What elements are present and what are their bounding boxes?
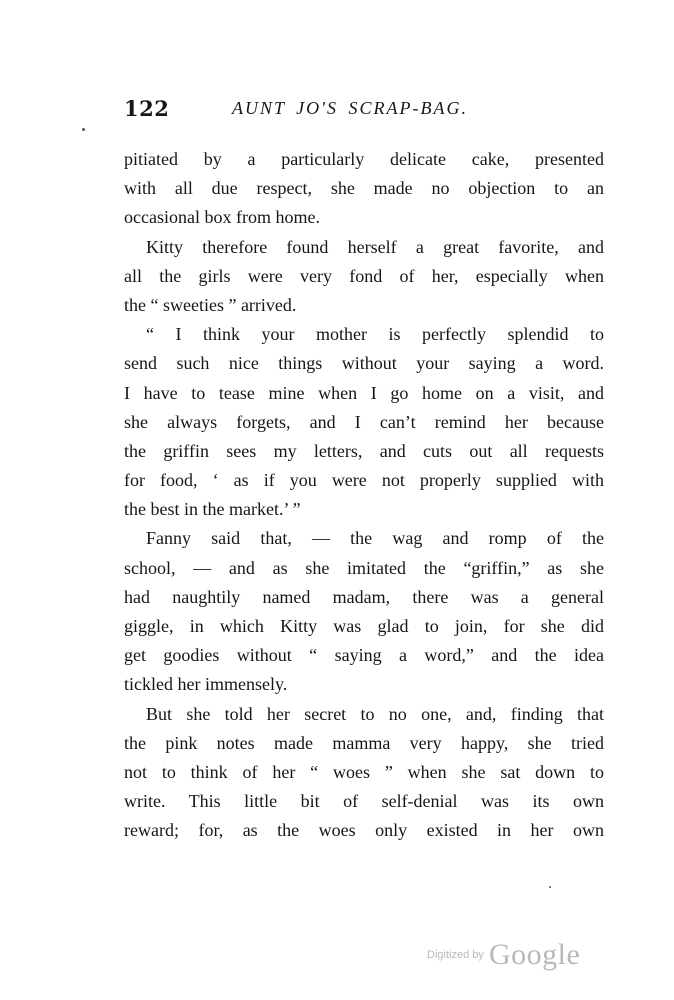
text-line: write. This little bit of self-denial was its own bbox=[124, 791, 604, 812]
page-number: 122 bbox=[124, 96, 170, 121]
digitized-by-label: Digitized by bbox=[427, 949, 484, 961]
text-line: the pink notes made mamma very happy, she tried bbox=[124, 732, 604, 753]
google-logo: Google bbox=[488, 938, 581, 971]
text-line: send such nice things without your saying a word. bbox=[124, 353, 604, 374]
text-line: she always forgets, and I can’t remind her because bbox=[124, 411, 604, 432]
running-head: AUNT JO'S SCRAP-BAG. bbox=[232, 98, 468, 118]
paragraph-start-line: But she told her secret to no one, and, finding that bbox=[146, 703, 604, 724]
text-line: the “ sweeties ” arrived. bbox=[124, 294, 297, 315]
body-text bbox=[124, 145, 604, 846]
paragraph-start-line: Fanny said that, — the wag and romp of the bbox=[146, 528, 604, 549]
scan-speck bbox=[82, 128, 85, 131]
paragraph-start-line: Kitty therefore found herself a great favorite, and bbox=[146, 236, 604, 257]
text-line: I have to tease mine when I go home on a visit, and bbox=[124, 382, 604, 403]
text-line: not to think of her “ woes ” when she sat down to bbox=[124, 761, 604, 782]
text-line: all the girls were very fond of her, especially when bbox=[124, 265, 604, 286]
text-line: pitiated by a particularly delicate cake, presented bbox=[124, 149, 604, 169]
scan-speck bbox=[549, 886, 551, 888]
text-line: school, — and as she imitated the “griffin,” as she bbox=[124, 557, 604, 578]
text-line: giggle, in which Kitty was glad to join, for she did bbox=[124, 616, 604, 636]
text-line: occasional box from home. bbox=[124, 207, 320, 228]
text-line: tickled her immensely. bbox=[124, 674, 288, 695]
text-line: the best in the market.’ ” bbox=[124, 499, 301, 520]
paragraph-start-line: “ I think your mother is perfectly splendid to bbox=[146, 324, 604, 345]
text-line: the griffin sees my letters, and cuts out all requests bbox=[124, 440, 604, 461]
page-header bbox=[124, 96, 604, 126]
text-line: with all due respect, she made no objection to an bbox=[124, 178, 604, 199]
text-line: get goodies without “ saying a word,” and the idea bbox=[124, 645, 604, 666]
text-line: for food, ‘ as if you were not properly supplied with bbox=[124, 470, 604, 491]
text-line: reward; for, as the woes only existed in her own bbox=[124, 820, 604, 841]
google-watermark bbox=[427, 938, 580, 978]
text-line: had naughtily named madam, there was a general bbox=[124, 586, 604, 607]
